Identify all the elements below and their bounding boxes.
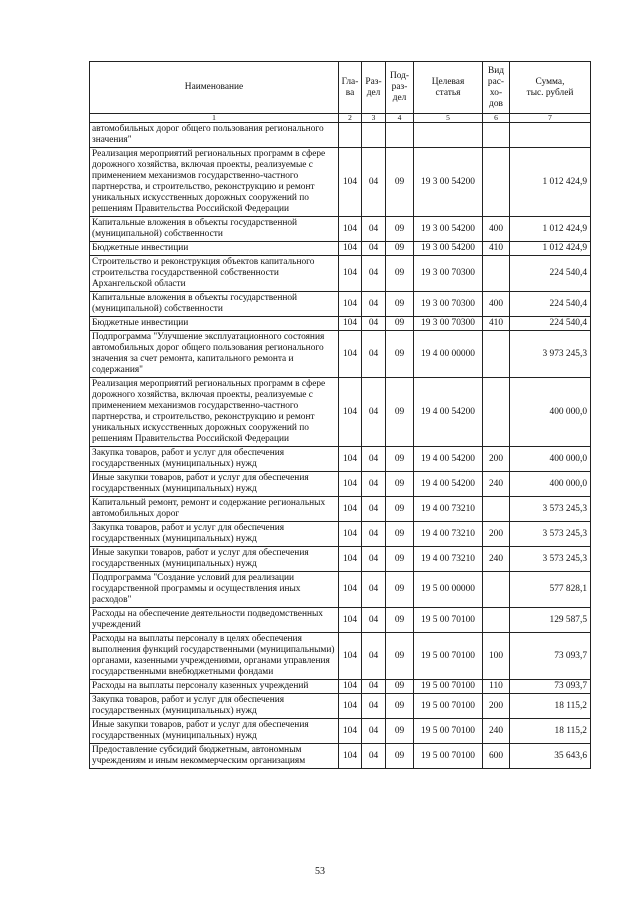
table-row — [90, 378, 591, 447]
row-chapter: 104 — [339, 633, 362, 680]
row-expense-type — [483, 608, 510, 633]
row-chapter: 104 — [339, 572, 362, 608]
header-target-article: Целевая статья — [414, 62, 483, 114]
row-section: 04 — [362, 547, 386, 572]
row-subsection: 09 — [386, 744, 414, 769]
row-expense-type — [483, 497, 510, 522]
table-row — [90, 497, 591, 522]
row-section: 04 — [362, 447, 386, 472]
row-name: Подпрограмма "Создание условий для реализации государственной программы и осуществления иных расходов" — [90, 572, 339, 608]
row-name: Бюджетные инвестиции — [90, 317, 339, 331]
table-row — [90, 317, 591, 331]
header-amount: Сумма, тыс. рублей — [510, 62, 591, 114]
row-name: Расходы на выплаты персоналу казенных учреждений — [90, 680, 339, 694]
row-chapter: 104 — [339, 447, 362, 472]
row-amount: 224 540,4 — [510, 256, 591, 292]
row-target-article: 19 4 00 54200 — [414, 447, 483, 472]
row-chapter: 104 — [339, 292, 362, 317]
row-target-article: 19 3 00 70300 — [414, 317, 483, 331]
row-target-article: 19 5 00 70100 — [414, 608, 483, 633]
row-expense-type: 200 — [483, 694, 510, 719]
row-section — [362, 123, 386, 148]
row-expense-type: 200 — [483, 447, 510, 472]
header-chapter: Гла- ва — [339, 62, 362, 114]
row-expense-type — [483, 148, 510, 217]
column-number: 3 — [362, 114, 386, 123]
row-chapter: 104 — [339, 378, 362, 447]
column-number: 7 — [510, 114, 591, 123]
table-row — [90, 447, 591, 472]
row-target-article: 19 5 00 00000 — [414, 572, 483, 608]
column-number: 5 — [414, 114, 483, 123]
row-subsection: 09 — [386, 547, 414, 572]
row-subsection: 09 — [386, 694, 414, 719]
row-amount: 1 012 424,9 — [510, 217, 591, 242]
row-section: 04 — [362, 292, 386, 317]
row-subsection: 09 — [386, 148, 414, 217]
row-name: Строительство и реконструкция объектов капитального строительства государственной собственности Архангельской области — [90, 256, 339, 292]
row-name: Капитальные вложения в объекты государственной (муниципальной) собственности — [90, 292, 339, 317]
row-target-article: 19 3 00 54200 — [414, 148, 483, 217]
row-section: 04 — [362, 522, 386, 547]
row-target-article — [414, 123, 483, 148]
row-expense-type: 200 — [483, 522, 510, 547]
row-target-article: 19 4 00 54200 — [414, 472, 483, 497]
row-subsection: 09 — [386, 331, 414, 378]
row-target-article: 19 3 00 70300 — [414, 292, 483, 317]
row-expense-type: 240 — [483, 719, 510, 744]
row-amount: 3 573 245,3 — [510, 522, 591, 547]
row-chapter: 104 — [339, 608, 362, 633]
row-subsection: 09 — [386, 497, 414, 522]
header-expense-type: Вид рас- хо- дов — [483, 62, 510, 114]
table-row — [90, 148, 591, 217]
row-section: 04 — [362, 497, 386, 522]
table-row — [90, 719, 591, 744]
row-section: 04 — [362, 148, 386, 217]
row-chapter: 104 — [339, 256, 362, 292]
table-row — [90, 217, 591, 242]
row-target-article: 19 4 00 54200 — [414, 378, 483, 447]
column-number: 4 — [386, 114, 414, 123]
row-expense-type: 410 — [483, 317, 510, 331]
row-expense-type: 100 — [483, 633, 510, 680]
row-amount: 1 012 424,9 — [510, 242, 591, 256]
row-target-article: 19 3 00 54200 — [414, 242, 483, 256]
row-amount: 18 115,2 — [510, 719, 591, 744]
row-section: 04 — [362, 719, 386, 744]
row-section: 04 — [362, 331, 386, 378]
page-number: 53 — [315, 866, 325, 877]
row-amount: 35 643,6 — [510, 744, 591, 769]
row-amount: 3 973 245,3 — [510, 331, 591, 378]
row-chapter: 104 — [339, 680, 362, 694]
row-chapter: 104 — [339, 331, 362, 378]
row-amount: 73 093,7 — [510, 680, 591, 694]
table-row — [90, 572, 591, 608]
table-row — [90, 242, 591, 256]
row-expense-type: 410 — [483, 242, 510, 256]
table-row — [90, 123, 591, 148]
row-amount: 3 573 245,3 — [510, 497, 591, 522]
row-expense-type — [483, 256, 510, 292]
row-amount: 1 012 424,9 — [510, 148, 591, 217]
table-row — [90, 256, 591, 292]
row-amount: 400 000,0 — [510, 447, 591, 472]
row-section: 04 — [362, 217, 386, 242]
table-row — [90, 608, 591, 633]
row-chapter: 104 — [339, 547, 362, 572]
row-name: автомобильных дорог общего пользования регионального значения" — [90, 123, 339, 148]
row-expense-type — [483, 123, 510, 148]
row-name: Иные закупки товаров, работ и услуг для обеспечения государственных (муниципальных) нужд — [90, 719, 339, 744]
table-row — [90, 694, 591, 719]
row-target-article: 19 5 00 70100 — [414, 694, 483, 719]
row-target-article: 19 4 00 73210 — [414, 497, 483, 522]
row-chapter: 104 — [339, 472, 362, 497]
table-row — [90, 472, 591, 497]
row-amount: 224 540,4 — [510, 317, 591, 331]
row-subsection: 09 — [386, 633, 414, 680]
row-chapter: 104 — [339, 744, 362, 769]
row-target-article: 19 5 00 70100 — [414, 744, 483, 769]
row-name: Иные закупки товаров, работ и услуг для обеспечения государственных (муниципальных) нужд — [90, 547, 339, 572]
row-expense-type — [483, 572, 510, 608]
row-amount: 400 000,0 — [510, 378, 591, 447]
table-row — [90, 522, 591, 547]
row-target-article: 19 5 00 70100 — [414, 680, 483, 694]
table-row — [90, 547, 591, 572]
row-subsection: 09 — [386, 572, 414, 608]
budget-table — [89, 61, 591, 769]
row-target-article: 19 3 00 54200 — [414, 217, 483, 242]
row-chapter: 104 — [339, 148, 362, 217]
row-target-article: 19 4 00 00000 — [414, 331, 483, 378]
row-chapter: 104 — [339, 242, 362, 256]
row-chapter: 104 — [339, 497, 362, 522]
row-subsection: 09 — [386, 447, 414, 472]
column-number: 2 — [339, 114, 362, 123]
row-chapter: 104 — [339, 719, 362, 744]
row-subsection: 09 — [386, 522, 414, 547]
row-expense-type: 600 — [483, 744, 510, 769]
row-section: 04 — [362, 317, 386, 331]
row-name: Реализация мероприятий региональных программ в сфере дорожного хозяйства, включая проекты, реализуемые с применением механизмов государственно-частного партнерства, и строительство, реконструкцию и ремонт уникальных искусственных дорожных сооружений по решениям Правительства Российской Федерации — [90, 378, 339, 447]
row-amount: 400 000,0 — [510, 472, 591, 497]
row-expense-type: 400 — [483, 217, 510, 242]
row-chapter: 104 — [339, 317, 362, 331]
row-subsection: 09 — [386, 292, 414, 317]
row-chapter: 104 — [339, 522, 362, 547]
row-target-article: 19 4 00 73210 — [414, 522, 483, 547]
row-subsection: 09 — [386, 378, 414, 447]
row-name: Подпрограмма "Улучшение эксплуатационного состояния автомобильных дорог общего пользования регионального значения за счет ремонта, капитального ремонта и содержания" — [90, 331, 339, 378]
row-amount — [510, 123, 591, 148]
row-name: Закупка товаров, работ и услуг для обеспечения государственных (муниципальных) нужд — [90, 694, 339, 719]
column-number: 1 — [90, 114, 339, 123]
column-number: 6 — [483, 114, 510, 123]
table-row — [90, 633, 591, 680]
row-amount: 18 115,2 — [510, 694, 591, 719]
row-chapter: 104 — [339, 217, 362, 242]
table-row — [90, 331, 591, 378]
row-target-article: 19 5 00 70100 — [414, 633, 483, 680]
row-subsection — [386, 123, 414, 148]
row-amount: 224 540,4 — [510, 292, 591, 317]
row-amount: 3 573 245,3 — [510, 547, 591, 572]
row-subsection: 09 — [386, 256, 414, 292]
row-amount: 129 587,5 — [510, 608, 591, 633]
column-number-row — [90, 114, 591, 123]
row-name: Расходы на обеспечение деятельности подведомственных учреждений — [90, 608, 339, 633]
row-expense-type: 400 — [483, 292, 510, 317]
row-expense-type: 110 — [483, 680, 510, 694]
row-expense-type: 240 — [483, 472, 510, 497]
row-subsection: 09 — [386, 472, 414, 497]
row-name: Иные закупки товаров, работ и услуг для обеспечения государственных (муниципальных) нужд — [90, 472, 339, 497]
row-name: Расходы на выплаты персоналу в целях обеспечения выполнения функций государственными (муниципальными) органами, казенными учреждениями, органами управления государственными внебюджетными фондами — [90, 633, 339, 680]
row-target-article: 19 4 00 73210 — [414, 547, 483, 572]
row-subsection: 09 — [386, 242, 414, 256]
row-amount: 73 093,7 — [510, 633, 591, 680]
row-section: 04 — [362, 633, 386, 680]
row-section: 04 — [362, 608, 386, 633]
row-chapter — [339, 123, 362, 148]
header-name: Наименование — [90, 62, 339, 114]
header-row — [90, 62, 591, 114]
row-subsection: 09 — [386, 317, 414, 331]
row-name: Бюджетные инвестиции — [90, 242, 339, 256]
row-name: Капитальные вложения в объекты государственной (муниципальной) собственности — [90, 217, 339, 242]
row-target-article: 19 5 00 70100 — [414, 719, 483, 744]
row-section: 04 — [362, 256, 386, 292]
table-row — [90, 744, 591, 769]
row-expense-type — [483, 378, 510, 447]
table-row — [90, 680, 591, 694]
row-subsection: 09 — [386, 719, 414, 744]
row-expense-type — [483, 331, 510, 378]
row-amount: 577 828,1 — [510, 572, 591, 608]
table-row — [90, 292, 591, 317]
row-subsection: 09 — [386, 680, 414, 694]
row-name: Предоставление субсидий бюджетным, автономным учреждениям и иным некоммерческим организациям — [90, 744, 339, 769]
row-name: Реализация мероприятий региональных программ в сфере дорожного хозяйства, включая проекты, реализуемые с применением механизмов государственно-частного партнерства, и строительство, реконструкцию и ремонт уникальных искусственных дорожных сооружений по решениям Правительства Российской Федерации — [90, 148, 339, 217]
row-expense-type: 240 — [483, 547, 510, 572]
row-section: 04 — [362, 744, 386, 769]
row-target-article: 19 3 00 70300 — [414, 256, 483, 292]
row-section: 04 — [362, 472, 386, 497]
row-section: 04 — [362, 242, 386, 256]
row-name: Капитальный ремонт, ремонт и содержание региональных автомобильных дорог — [90, 497, 339, 522]
row-name: Закупка товаров, работ и услуг для обеспечения государственных (муниципальных) нужд — [90, 522, 339, 547]
row-section: 04 — [362, 694, 386, 719]
row-chapter: 104 — [339, 694, 362, 719]
row-section: 04 — [362, 378, 386, 447]
header-section: Раз- дел — [362, 62, 386, 114]
row-name: Закупка товаров, работ и услуг для обеспечения государственных (муниципальных) нужд — [90, 447, 339, 472]
row-subsection: 09 — [386, 608, 414, 633]
header-subsection: Под- раз- дел — [386, 62, 414, 114]
row-section: 04 — [362, 572, 386, 608]
row-section: 04 — [362, 680, 386, 694]
row-subsection: 09 — [386, 217, 414, 242]
